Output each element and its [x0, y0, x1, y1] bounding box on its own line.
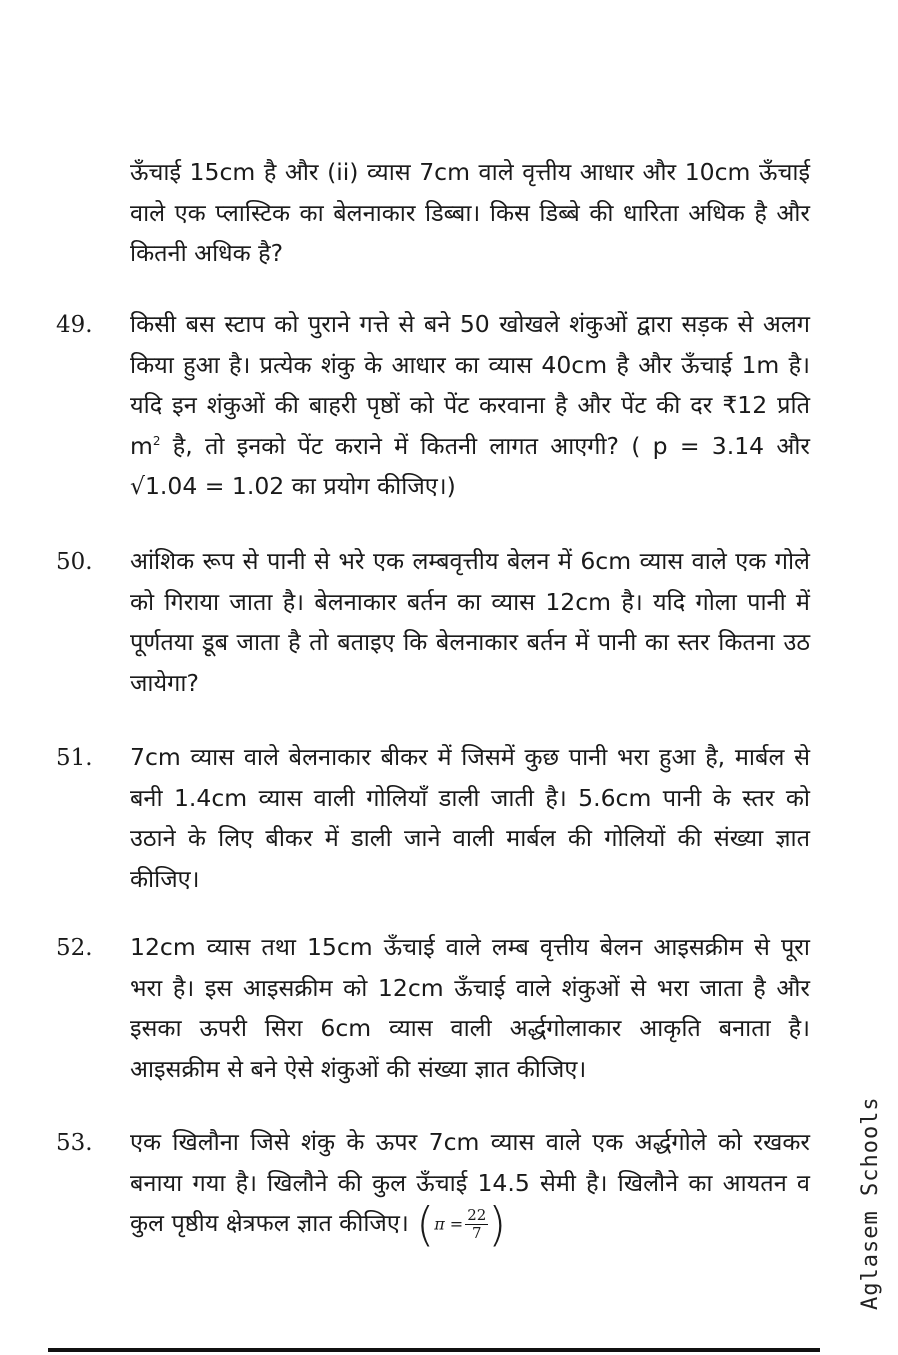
fraction-denominator: 7 — [471, 1224, 482, 1242]
question-49-superscript: 2 — [152, 433, 161, 448]
question-53-number: 53. — [56, 1130, 93, 1156]
left-paren: ( — [416, 1197, 435, 1252]
question-49-text-part1: किसी बस स्टाप को पुराने गत्ते से बने 50 खोखले शंकुओं द्वारा सड़क से अलग किया हुआ है। प्रत्येक शंकु के आधार का व्यास 40cm है और ऊँचाई 1m है। यदि इन शंकुओं की बाहरी पृष्ठों को पेंट करवाना है और पेंट की दर ₹12 प्रति m — [130, 310, 810, 460]
question-52-number: 52. — [56, 935, 93, 961]
question-49-number: 49. — [56, 312, 93, 338]
question-49-text — [130, 304, 810, 507]
pi-label: π = — [434, 1214, 464, 1234]
question-49-text-part2: है, तो इनको पेंट कराने में कितनी लागत आएगी? ( p = 3.14 और √1.04 = 1.02 का प्रयोग कीजिए।) — [130, 431, 810, 500]
watermark: Aglasem Schools — [858, 1096, 883, 1310]
question-53-body: एक खिलौना जिसे शंकु के ऊपर 7cm व्यास वाले एक अर्द्धगोले को रखकर बनाया गया है। खिलौने की कुल ऊँचाई 14.5 सेमी है। खिलौने का आयतन व कुल पृष्ठीय क्षेत्रफल ज्ञात कीजिए। — [130, 1128, 810, 1237]
fraction — [465, 1207, 488, 1242]
pi-formula — [416, 1197, 507, 1252]
question-51-text: 7cm व्यास वाले बेलनाकार बीकर में जिसमें कुछ पानी भरा हुआ है, मार्बल से बनी 1.4cm व्यास वाली गोलियाँ डाली जाती है। 5.6cm पानी के स्तर को उठाने के लिए बीकर में डाली जाने वाली मार्बल की गोलियों की संख्या ज्ञात कीजिए। — [130, 743, 810, 893]
question-50-number: 50. — [56, 549, 93, 575]
fraction-numerator: 22 — [467, 1206, 487, 1224]
question-48-continuation: ऊँचाई 15cm है और (ii) व्यास 7cm वाले वृत्तीय आधार और 10cm ऊँचाई वाले एक प्लास्टिक का बेलनाकार डिब्बा। किस डिब्बे की धारिता अधिक है और कितनी अधिक है? — [130, 158, 810, 267]
bottom-rule — [48, 1348, 820, 1352]
question-52-text: 12cm व्यास तथा 15cm ऊँचाई वाले लम्ब वृत्तीय बेलन आइसक्रीम से पूरा भरा है। इस आइसक्रीम को 12cm ऊँचाई वाले शंकुओं से भरा जाता है और इसका ऊपरी सिरा 6cm व्यास वाली अर्द्धगोलाकार आकृति बनाता है। आइसक्रीम से बने ऐसे शंकुओं की संख्या ज्ञात कीजिए। — [130, 933, 810, 1083]
question-50-text: आंशिक रूप से पानी से भरे एक लम्बवृत्तीय बेलन में 6cm व्यास वाले एक गोले को गिराया जाता है। बेलनाकार बर्तन का व्यास 12cm है। यदि गोला पानी में पूर्णतया डूब जाता है तो बताइए कि बेलनाकार बर्तन में पानी का स्तर कितना उठ जायेगा? — [130, 547, 810, 697]
question-53-text — [130, 1122, 810, 1252]
question-51-number: 51. — [56, 745, 93, 771]
right-paren: ) — [488, 1197, 507, 1252]
